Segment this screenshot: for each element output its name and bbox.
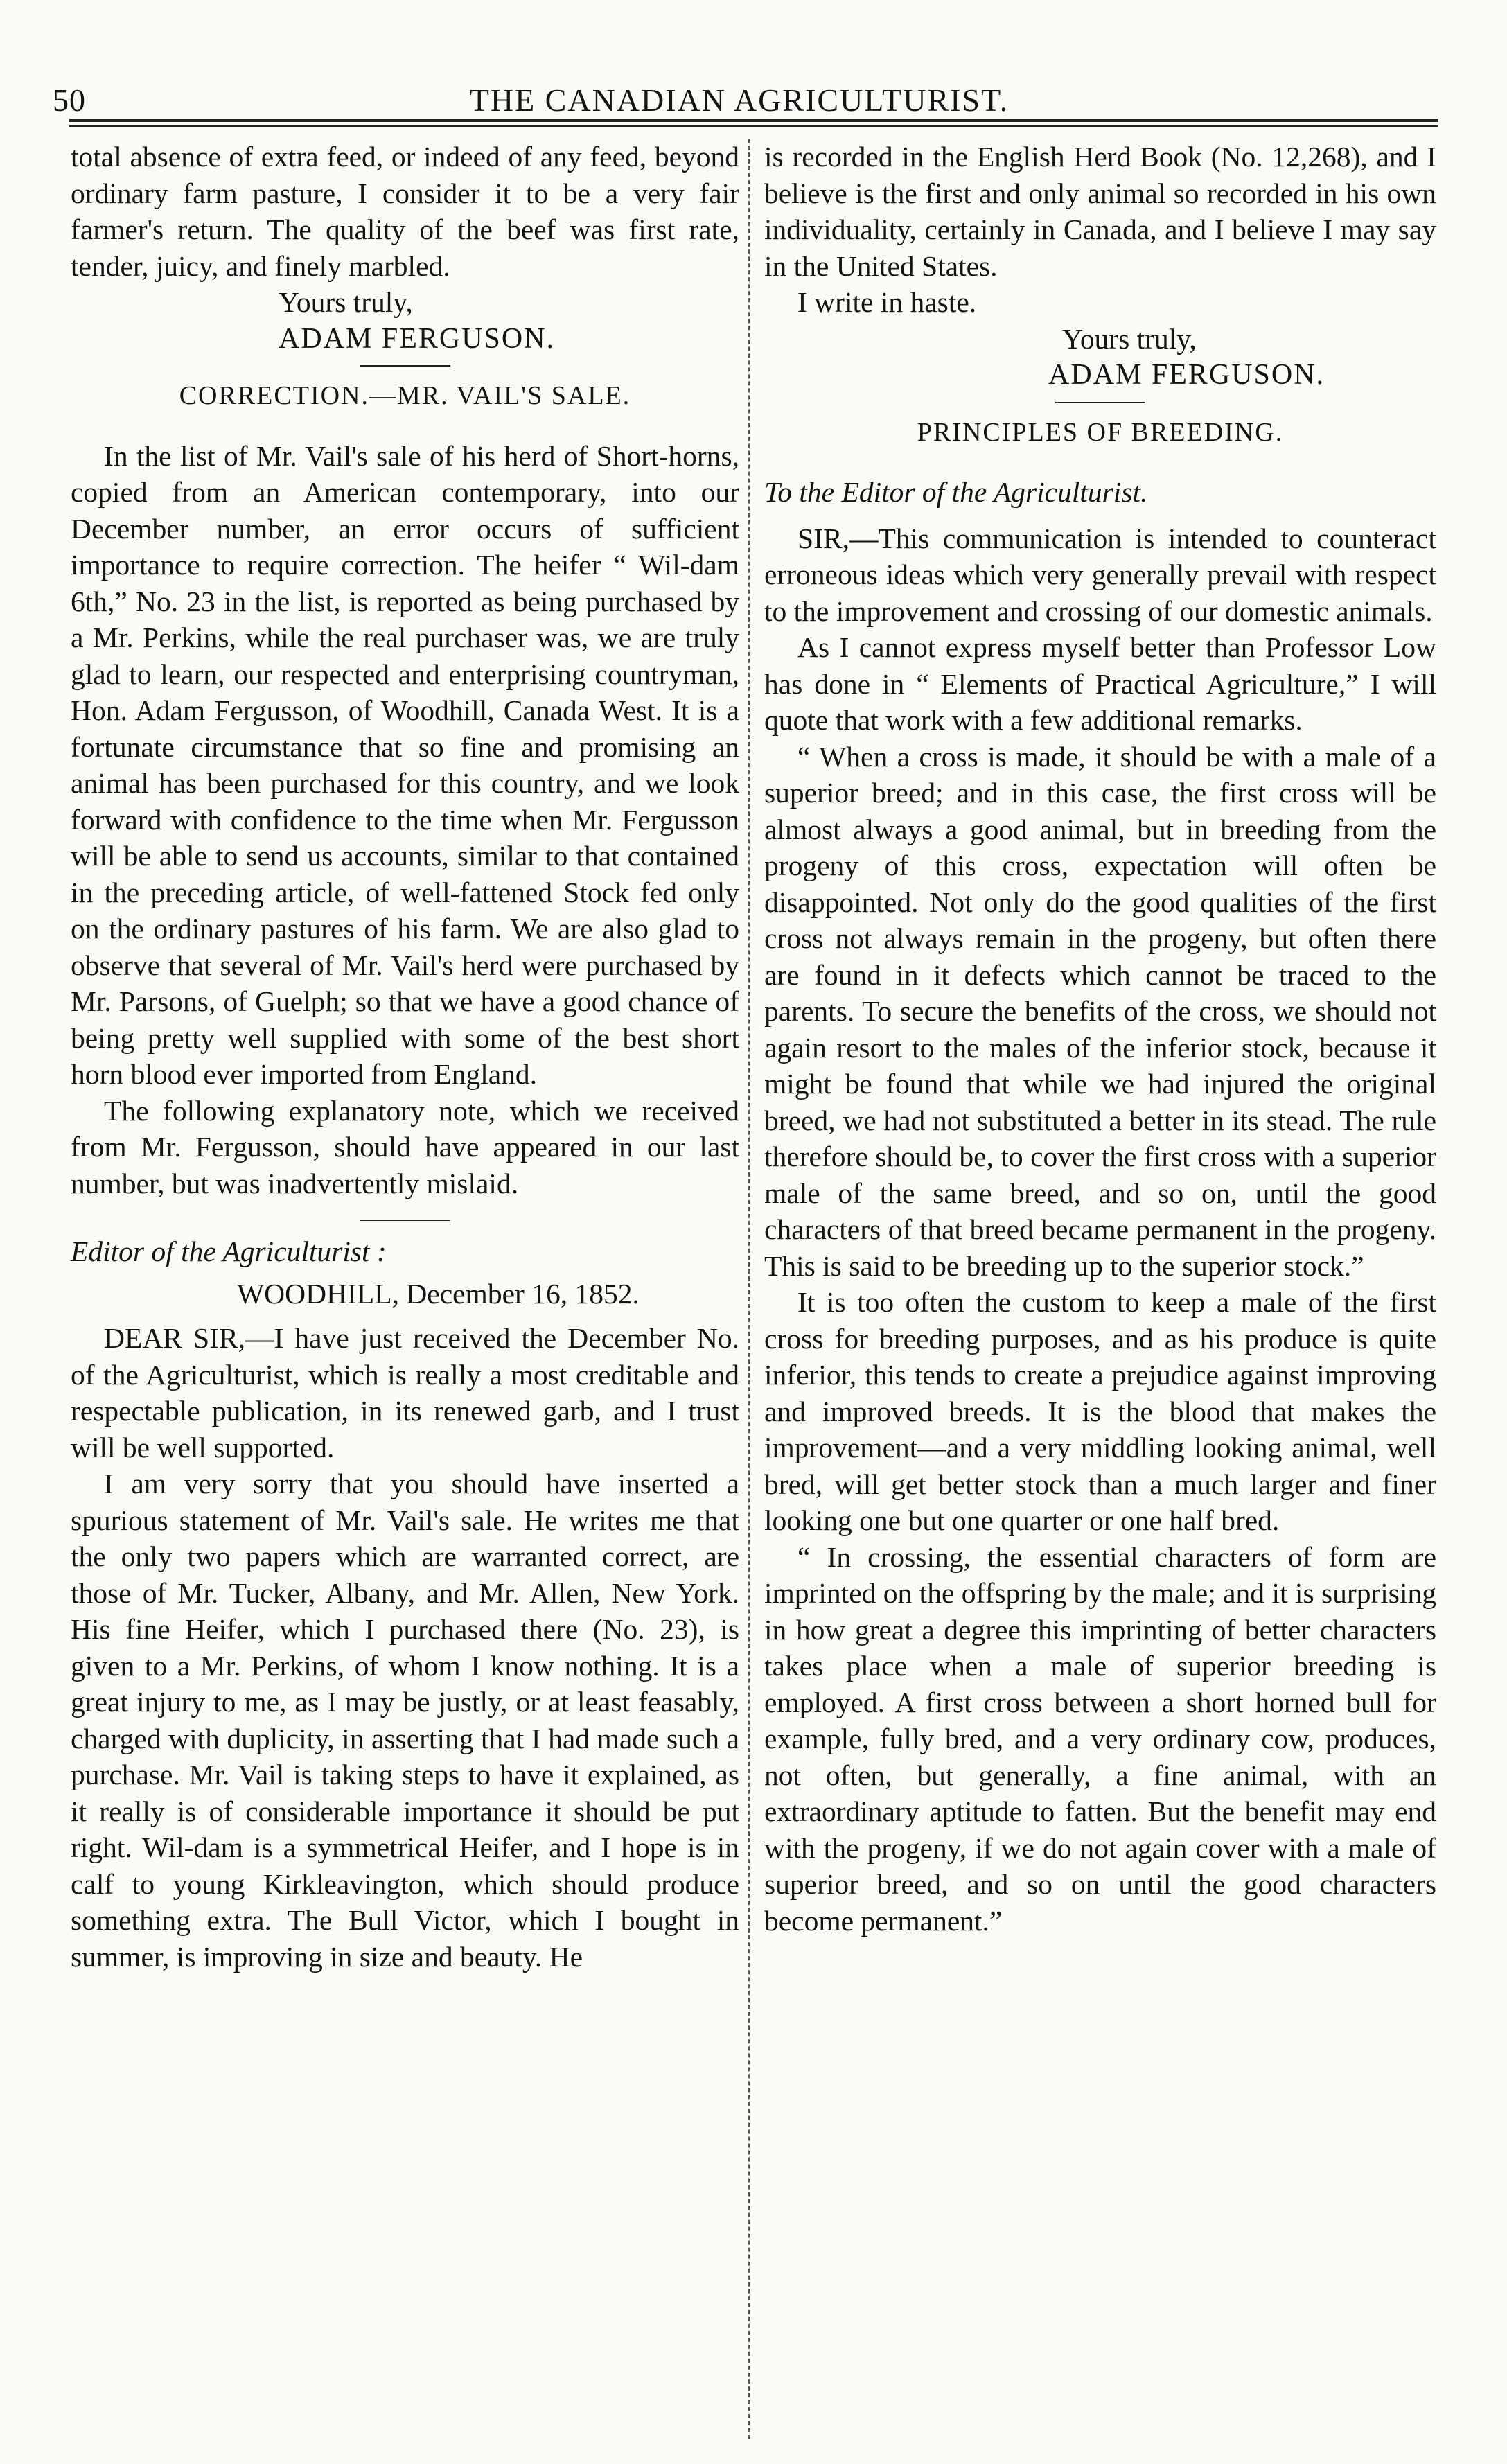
column-divider [748, 139, 750, 2439]
paragraph: I write in haste. [797, 286, 977, 318]
running-head: THE CANADIAN AGRICULTURIST. [469, 82, 1010, 118]
editor-address: Editor of the Agriculturist : [71, 1235, 387, 1267]
signature-name: ADAM FERGUSON. [279, 322, 556, 355]
paragraph: total absence of extra feed, or indeed of any feed, beyond ordinary farm pasture, I consider it to be a very fair farmer's return. The quality of the beef was first rate, tender, juicy, and finely marbled. [71, 141, 739, 282]
page-number: 50 [53, 82, 86, 118]
section-heading: CORRECTION.—MR. VAIL'S SALE. [179, 381, 631, 410]
paragraph: “ In crossing, the essential characters of form are imprinted on the offspring by the male; and it is surprising in how great a degree this imprinting of better characters takes place when a male of superior breeding is employed. A first cross between a short horned bull for example, fully bred, and a very ordinary cow, produces, not often, but generally, a fine animal, with an extraordinary aptitude to fatten. But the benefit may end with the progeny, if we do not again cover with a male of superior breed, and so on until the good characters become permanent.” [764, 1540, 1436, 1937]
section-heading: PRINCIPLES OF BREEDING. [917, 417, 1284, 447]
left-column [71, 139, 739, 1975]
paragraph: I am very sorry that you should have inserted a spurious statement of Mr. Vail's sale. He writes me that the only two papers which are warranted correct, are those of Mr. Tucker, Albany, and Mr. Allen, New York. His fine Heifer, which I purchased there (No. 23), is given to a Mr. Perkins, of whom I know nothing. It is a great injury to me, as I may be justly, or at least feasably, charged with duplicity, in asserting that I had made such a purchase. Mr. Vail is taking steps to have it explained, as it really is of considerable importance it should be put right. Wil-dam is a symmetrical Heifer, and I hope is in calf to young Kirkleavington, which should produce something extra. The Bull Victor, which I bought in summer, is improving in size and beauty. He [71, 1468, 739, 1973]
paragraph: “ When a cross is made, it should be with a male of a superior breed; and in this case, the first cross will be almost always a good animal, but in breeding from the progeny of this cross, expectation will often be disappointed. Not only do the good qualities of the first cross not always remain in the progeny, but often there are found in it defects which cannot be traced to the parents. To secure the benefits of the cross, we should not again resort to the males of the inferior stock, because it might be found that while we had injured the original breed, we had not substituted a better in its stead. The rule therefore should be, to cover the first cross with a superior male of the same breed, and so on, until the good characters of that breed became permanent in the progeny. This is said to be breeding up to the superior stock.” [764, 740, 1436, 1282]
section-rule [360, 1220, 450, 1221]
signature-name: ADAM FERGUSON. [1048, 359, 1325, 391]
header-rule-thin [69, 125, 1438, 127]
editor-address: To the Editor of the Agriculturist. [764, 476, 1148, 508]
paragraph: DEAR SIR,—I have just received the December No. of the Agriculturist, which is really a most creditable and respectable publication, in its renewed garb, and I trust will be well supported. [71, 1322, 739, 1463]
header-rule [69, 119, 1438, 122]
paragraph: In the list of Mr. Vail's sale of his herd of Short-horns, copied from an American contemporary, into our December number, an error occurs of sufficient importance to require correction. The heifer “ Wil-dam 6th,” No. 23 in the list, is reported as being purchased by a Mr. Perkins, while the real purchaser was, we are truly glad to learn, our respected and enterprising countryman, Hon. Adam Fergusson, of Woodhill, Canada West. It is a fortunate circumstance that so fine and promising an animal has been purchased for this country, and we look forward with confidence to the time when Mr. Fergusson will be able to send us accounts, similar to that contained in the preceding article, of well-fattened Stock fed only on the ordinary pastures of his farm. We are also glad to observe that several of Mr. Vail's herd were purchased by Mr. Parsons, of Guelph; so that we have a good chance of being pretty well supplied with some of the best short horn blood ever imported from England. [71, 439, 739, 1090]
dateline: WOODHILL, December 16, 1852. [237, 1277, 640, 1310]
paragraph: It is too often the custom to keep a male of the first cross for breeding purposes, and as his produce is quite inferior, this tends to create a prejudice against improving and improved breeds. It is the blood that makes the improvement—and a very middling looking animal, well bred, will get better stock than a much larger and finer looking one but one quarter or one half bred. [764, 1286, 1436, 1536]
paragraph: SIR,—This communication is intended to counteract erroneous ideas which very generally prevail with respect to the improvement and crossing of our domestic animals. [764, 522, 1436, 627]
page-header [43, 82, 1436, 123]
paragraph: As I cannot express myself better than Professor Low has done in “ Elements of Practical Agriculture,” I will quote that work with a few additional remarks. [764, 631, 1436, 736]
section-rule [360, 365, 450, 367]
signature-closing: Yours truly, [1062, 322, 1197, 355]
signature-closing: Yours truly, [279, 286, 413, 318]
paragraph: is recorded in the English Herd Book (No. 12,268), and I believe is the first and only animal so recorded in his own individuality, certainly in Canada, and I believe I may say in the United States. [764, 141, 1436, 282]
right-column [764, 139, 1436, 1939]
section-rule [1055, 402, 1145, 403]
paragraph: The following explanatory note, which we received from Mr. Fergusson, should have appeared in our last number, but was inadvertently mislaid. [71, 1094, 739, 1199]
